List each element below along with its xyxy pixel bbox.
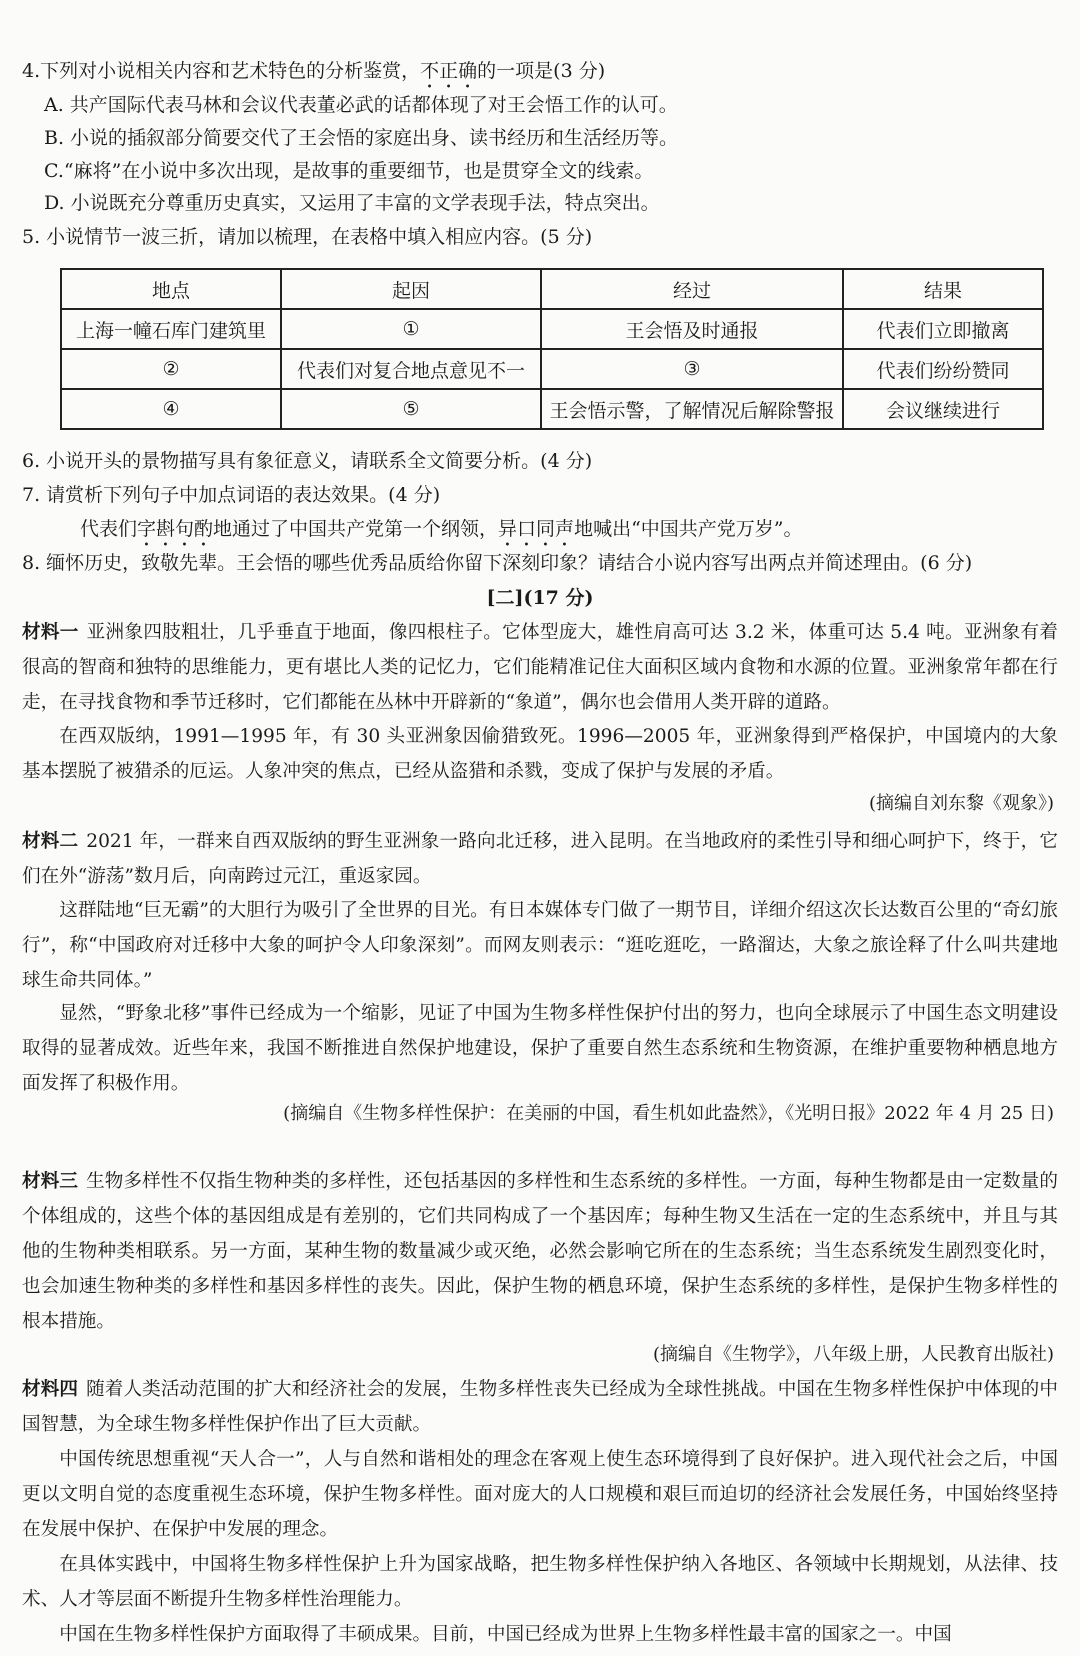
- material-2-paragraph-1: [22, 824, 1058, 894]
- table-header-row: [61, 269, 1043, 309]
- q4-option-d: D. 小说既充分尊重历史真实，又运用了丰富的文学表现手法，特点突出。: [44, 192, 660, 214]
- quote-emphasis-2: 异口同声: [498, 518, 575, 540]
- plot-table: [60, 268, 1044, 430]
- material-3-source: (摘编自《生物学》，八年级上册，人民教育出版社): [652, 1344, 1054, 1365]
- material-2-text: 2021 年，一群来自西双版纳的野生亚洲象一路向北迁移，进入昆明。在当地政府的柔性引导和细心呵护下，终于，它们在外“游荡”数月后，向南跨过元江，重返家园。: [22, 831, 1058, 887]
- table-cell: 王会悟及时通报: [541, 309, 843, 349]
- material-1-paragraph-1: [22, 615, 1058, 720]
- quote-part: 地喊出“中国共产党万岁”。: [574, 518, 803, 540]
- q4-stem-emphasis: 不正确: [420, 60, 478, 82]
- material-1-label: 材料一: [22, 622, 79, 643]
- table-cell: ①: [281, 309, 541, 349]
- table-cell: ②: [61, 349, 281, 389]
- material-4-text: 随着人类活动范围的扩大和经济社会的发展，生物多样性丧失已经成为全球性挑战。中国在生物多样性保护中体现的中国智慧，为全球生物多样性保护作出了巨大贡献。: [22, 1379, 1058, 1435]
- material-4-paragraph-1: [22, 1372, 1058, 1442]
- question-5-stem: 5. 小说情节一波三折，请加以梳理，在表格中填入相应内容。(5 分): [22, 226, 593, 248]
- material-4-label: 材料四: [22, 1379, 79, 1400]
- material-3-paragraph-1: [22, 1164, 1058, 1339]
- material-1-text: 亚洲象四肢粗壮，几乎垂直于地面，像四根柱子。它体型庞大，雄性肩高可达 3.2 米，体重可达 5.4 吨。亚洲象有着很高的智商和独特的思维能力，更有堪比人类的记忆力，它们能精准记住大面积区域内食物和水源的位置。亚洲象常年都在行走，在寻找食物和季节迁移时，它们都能在丛林中开辟新的“象道”，偶尔也会借用人类开辟的道路。: [22, 622, 1058, 713]
- table-header: 地点: [61, 269, 281, 309]
- material-3-text: 生物多样性不仅指生物种类的多样性，还包括基因的多样性和生态系统的多样性。一方面，每种生物都是由一定数量的个体组成的，这些个体的基因组成是有差别的，它们共同构成了一个基因库；每种生物又生活在一定的生态系统中，并且与其他的生物种类相联系。另一方面，某种生物的数量减少或灭绝，必然会影响它所在的生态系统；当生态系统发生剧烈变化时，也会加速生物种类的多样性和基因多样性的丧失。因此，保护生物的栖息环境，保护生态系统的多样性，是保护生物多样性的根本措施。: [22, 1171, 1058, 1332]
- table-header: 结果: [843, 269, 1043, 309]
- section-two-title: [二](17 分): [486, 587, 594, 609]
- quote-part: 地通过了中国共产党第一个纲领，: [213, 518, 499, 540]
- q4-option-c: C.“麻将”在小说中多次出现，是故事的重要细节，也是贯穿全文的线索。: [44, 160, 654, 182]
- q4-option-a: A. 共产国际代表马林和会议代表董必武的话都体现了对王会悟工作的认可。: [44, 94, 678, 116]
- material-2-source: (摘编自《生物多样性保护：在美丽的中国，看生机如此盎然》，《光明日报》2022 年 4 月 25 日): [283, 1103, 1054, 1124]
- table-row: [61, 389, 1043, 429]
- q4-stem-after: 的一项是(3 分): [477, 60, 606, 82]
- material-1-source: (摘编自刘东黎《观象》): [868, 793, 1054, 814]
- table-cell: ⑤: [281, 389, 541, 429]
- material-2-paragraph-2: 这群陆地“巨无霸”的大胆行为吸引了全世界的目光。有日本媒体专门做了一期节目，详细介绍这次长达数百公里的“奇幻旅行”，称“中国政府对迁移中大象的呵护令人印象深刻”。而网友则表示：“逛吃逛吃，一路溜达，大象之旅诠释了什么叫共建地球生命共同体。”: [22, 900, 1058, 991]
- material-4-paragraph-2: 中国传统思想重视“天人合一”，人与自然和谐相处的理念在客观上使生态环境得到了良好保护。进入现代社会之后，中国更以文明自觉的态度重视生态环境，保护生物多样性。面对庞大的人口规模和艰巨而迫切的经济社会发展任务，中国始终坚持在发展中保护、在保护中发展的理念。: [22, 1449, 1058, 1540]
- question-7-stem: 7. 请赏析下列句子中加点词语的表达效果。(4 分): [22, 484, 441, 506]
- table-row: [61, 349, 1043, 389]
- table-cell: 代表们纷纷赞同: [843, 349, 1043, 389]
- material-4-paragraph-4: 中国在生物多样性保护方面取得了丰硕成果。目前，中国已经成为世界上生物多样性最丰富的国家之一。中国: [59, 1624, 952, 1645]
- material-4-paragraph-3: 在具体实践中，中国将生物多样性保护上升为国家战略，把生物多样性保护纳入各地区、各领域中长期规划，从法律、技术、人才等层面不断提升生物多样性治理能力。: [22, 1554, 1058, 1610]
- table-cell: 代表们对复合地点意见不一: [281, 349, 541, 389]
- q4-stem-before: 4.下列对小说相关内容和艺术特色的分析鉴赏，: [22, 60, 421, 82]
- question-8: 8. 缅怀历史，致敬先辈。王会悟的哪些优秀品质给你留下深刻印象？请结合小说内容写出两点并简述理由。(6 分): [22, 552, 973, 574]
- table-cell: ④: [61, 389, 281, 429]
- table-row: [61, 309, 1043, 349]
- table-cell: 会议继续进行: [843, 389, 1043, 429]
- question-6: 6. 小说开头的景物描写具有象征意义，请联系全文简要分析。(4 分): [22, 450, 593, 472]
- material-3-label: 材料三: [22, 1171, 79, 1192]
- material-2-label: 材料二: [22, 831, 79, 852]
- material-2-paragraph-3: 显然，“野象北移”事件已经成为一个缩影，见证了中国为生物多样性保护付出的努力，也向全球展示了中国生态文明建设取得的显著成效。近些年来，我国不断推进自然保护地建设，保护了重要自然生态系统和生物资源，在维护重要物种栖息地方面发挥了积极作用。: [22, 1003, 1058, 1094]
- question-7-quote: [80, 516, 803, 551]
- q4-option-b: B. 小说的插叙部分简要交代了王会悟的家庭出身、读书经历和生活经历等。: [44, 127, 679, 149]
- table-cell: 王会悟示警，了解情况后解除警报: [541, 389, 843, 429]
- table-cell: ③: [541, 349, 843, 389]
- quote-emphasis-1: 字斟句酌: [137, 518, 214, 540]
- table-header: 起因: [281, 269, 541, 309]
- quote-part: 代表们: [80, 518, 138, 540]
- material-1-paragraph-2: 在西双版纳，1991—1995 年，有 30 头亚洲象因偷猎致死。1996—2005 年，亚洲象得到严格保护，中国境内的大象基本摆脱了被猎杀的厄运。人象冲突的焦点，已经从盗猎和杀戮，变成了保护与发展的矛盾。: [22, 726, 1058, 782]
- table-cell: 代表们立即撤离: [843, 309, 1043, 349]
- table-cell: 上海一幢石库门建筑里: [61, 309, 281, 349]
- table-header: 经过: [541, 269, 843, 309]
- question-4-stem: [22, 58, 605, 93]
